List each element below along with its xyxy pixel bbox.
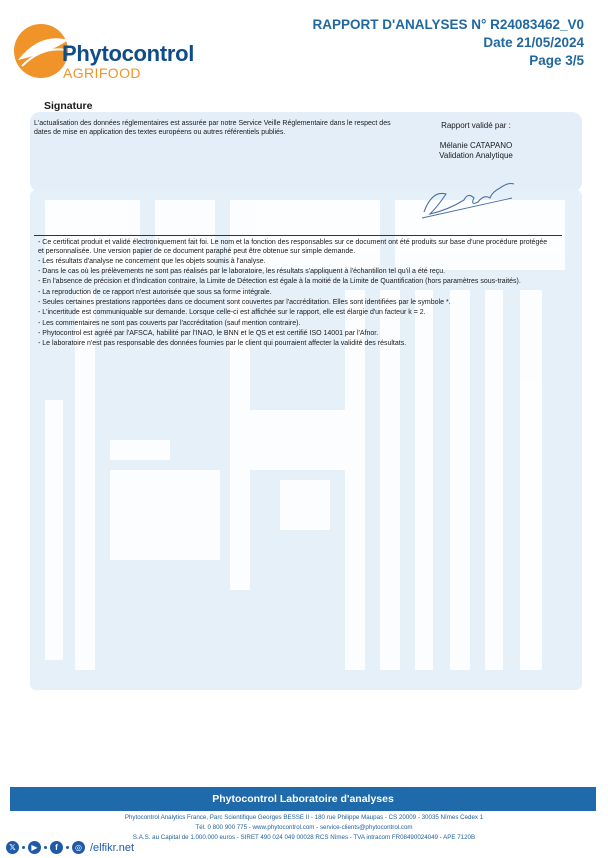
footer-contact: Tél. 0 800 900 775 - www.phytocontrol.com - service-clients@phytocontrol.com [195, 824, 413, 831]
facebook-icon[interactable]: f [50, 841, 63, 854]
handwritten-signature [418, 172, 518, 222]
note-item: - Le laboratoire n'est pas responsable des données fournies par le client qui pourraient affecter la validité des résultats. [38, 340, 407, 348]
note-item: - Dans le cas où les prélèvements ne sont pas réalisés par le laboratoire, les résultats s'appliquent à l'échantillon tel qu'il a été reçu. [38, 268, 446, 276]
note-item: - Les commentaires ne sont pas couverts par l'accréditation (sauf mention contraire). [38, 319, 301, 327]
signature-text: L'actualisation des données réglementaires est assurée par notre Service Veille Réglementaire dans le respect des dates de mise en application des textes européens ou autres référentiels publiés. [34, 120, 391, 136]
footer-title: Phytocontrol Laboratoire d'analyses [10, 787, 596, 811]
instagram-icon[interactable]: ◎ [72, 841, 85, 854]
note-item: - Les résultats d'analyse ne concernent que les objets soumis à l'analyse. [38, 257, 266, 265]
note-item: - Ce certificat produit et validé électroniquement fait foi. Le nom et la fonction des responsables sur ce document ont été produits sur base d'une procédure protégée et personnalisée. Une version papier de ce document paraphé peut être obtenue sur simple demande. [38, 239, 548, 255]
note-item: - La reproduction de ce rapport n'est autorisée que sous sa forme intégrale. [38, 288, 272, 296]
social-handle[interactable]: /elfikr.net [90, 841, 135, 854]
validator-role: Validation Analytique [439, 151, 513, 160]
logo-name: Phytocontrol [62, 41, 195, 66]
validation-block [414, 121, 538, 161]
company-logo [12, 20, 202, 82]
youtube-icon[interactable]: ▶ [28, 841, 41, 854]
note-item: - L'incertitude est communiquable sur demande. Lorsque celle-ci est affichée sur le rapport, elle est élargie d'un facteur k = 2. [38, 309, 426, 317]
footer-address: Phytocontrol Analytics France, Parc Scientifique Georges BESSE II - 180 rue Philippe Maupas - CS 20009 - 30035 Nîmes Cedex 1 [124, 814, 484, 821]
notes-list [38, 239, 552, 350]
report-header [313, 16, 584, 70]
signature-divider [34, 235, 562, 236]
validator-name: Mélanie CATAPANO [439, 141, 513, 150]
note-item: - En l'absence de précision et d'indication contraire, la Limite de Détection est égale à la moitié de la Limite de Quantification (hors paramètres sous-traités). [38, 278, 521, 286]
social-links [6, 841, 134, 854]
report-page: Page 3/5 [529, 53, 584, 68]
report-date: Date 21/05/2024 [483, 35, 584, 50]
footer-info [0, 813, 608, 843]
logo-subtitle: AGRIFOOD [63, 65, 141, 81]
report-number: RAPPORT D'ANALYSES N° R24083462_V0 [312, 17, 584, 32]
footer-legal: S.A.S. au Capital de 1.000.000 euros - SIRET 490 024 049 00028 RCS Nîmes - TVA intracom FR08490024049 - APE 7120B [132, 834, 476, 841]
note-item: - Phytocontrol est agréé par l'AFSCA, habilité par l'INAO, le BNN et le QS et est certifié ISO 14001 par l'Afnor. [38, 329, 379, 337]
x-icon[interactable]: 𝕏 [6, 841, 19, 854]
note-item: - Seules certaines prestations rapportées dans ce document sont couvertes par l'accréditation. Elles sont identifiées par le symbole *. [38, 299, 451, 306]
validated-by-label: Rapport validé par : [441, 121, 511, 130]
signature-title: Signature [44, 100, 93, 112]
